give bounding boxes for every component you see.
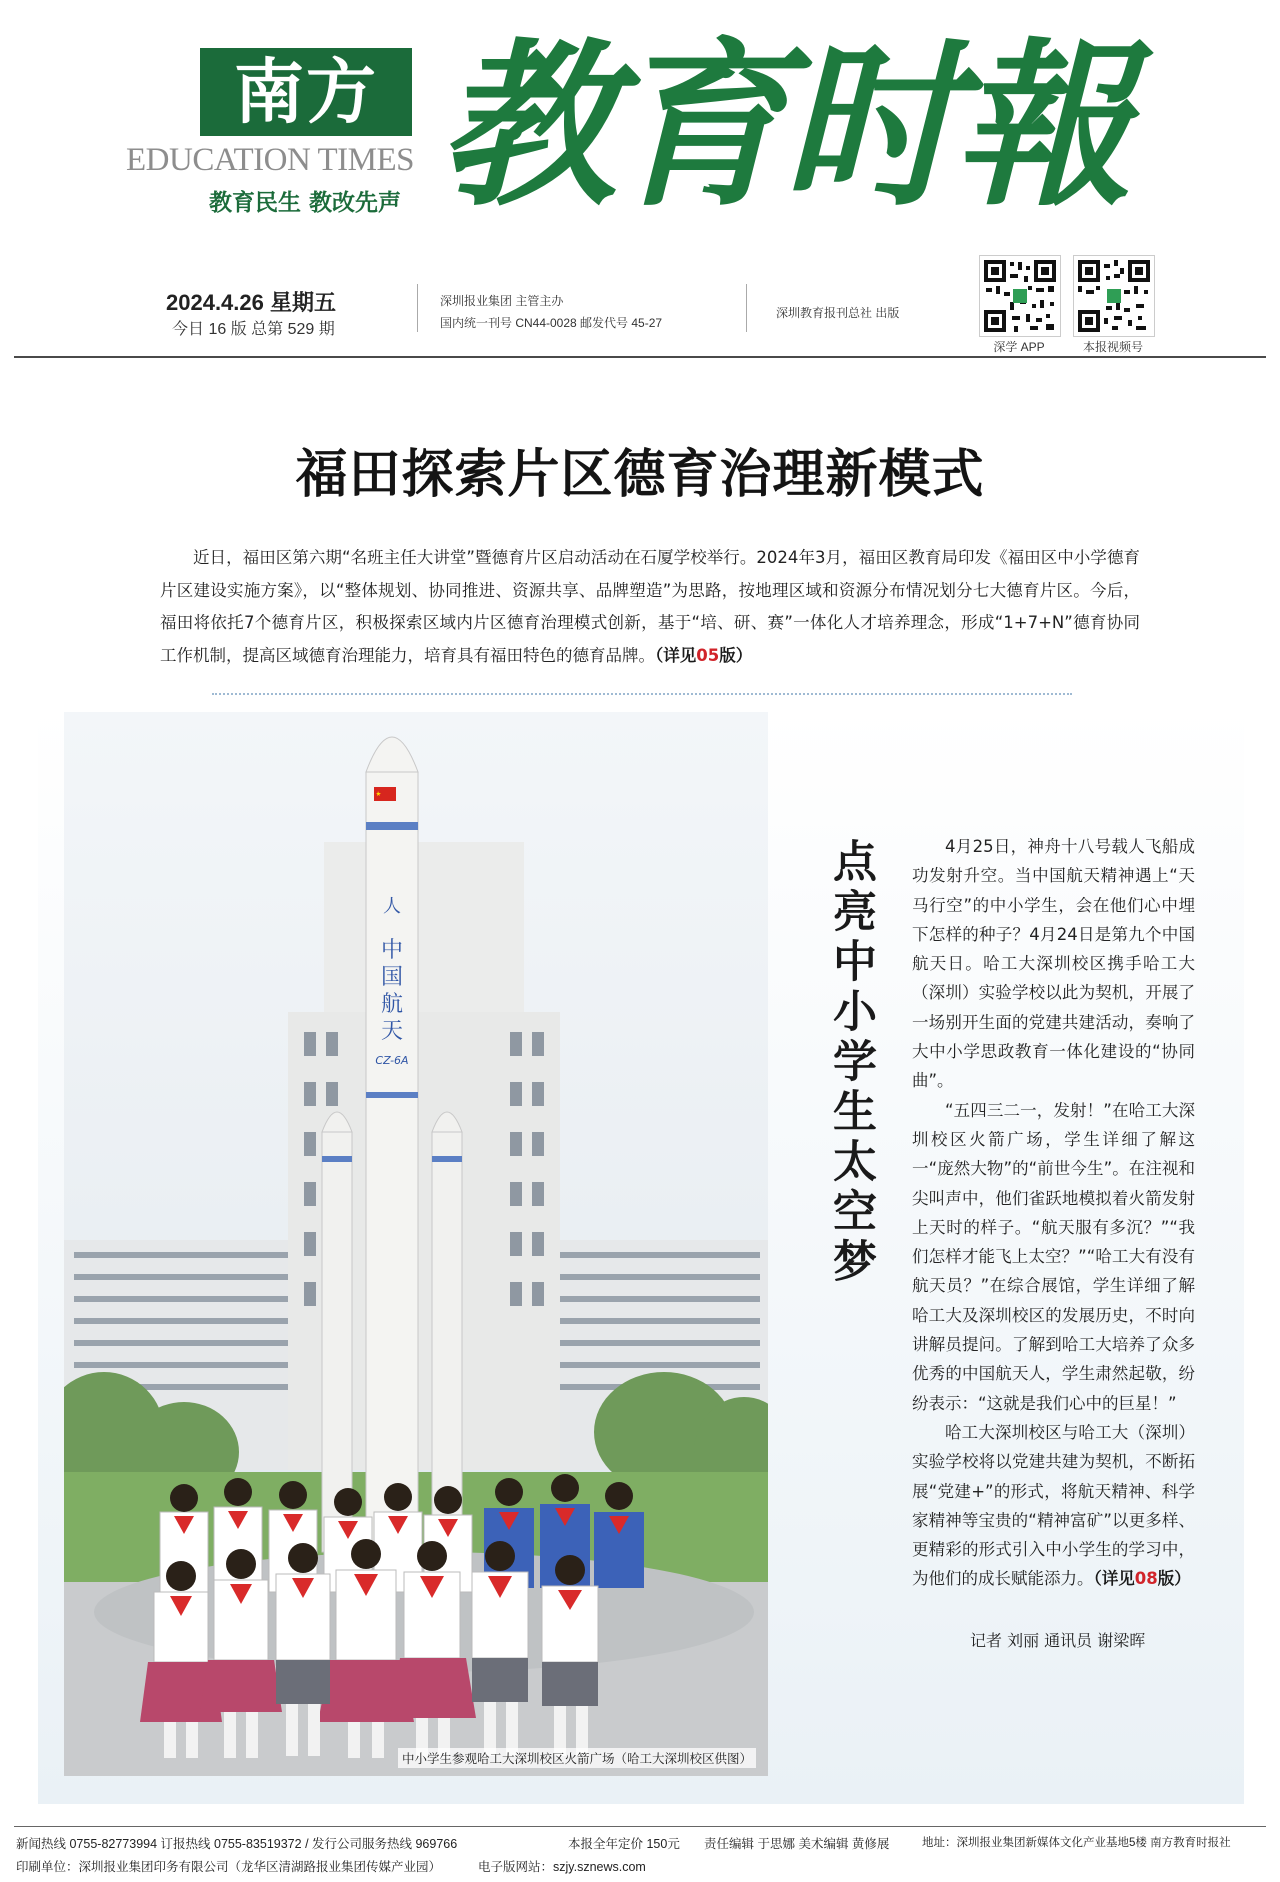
- qr-code-video[interactable]: [1073, 255, 1155, 337]
- lead-headline[interactable]: 福田探索片区德育治理新模式: [295, 445, 985, 505]
- byline: 记者 刘丽 通讯员 谢梁晖: [970, 1631, 1146, 1650]
- brand-logo: 南方: [200, 48, 412, 136]
- section-divider: [212, 693, 1072, 695]
- footer-website[interactable]: 电子版网站：szjy.sznews.com: [478, 1860, 646, 1874]
- masthead-rule: [14, 356, 1266, 358]
- footer-hotlines: 新闻热线 0755-82773994 订报热线 0755-83519372 / 发行公司服务热线 969766: [16, 1837, 458, 1851]
- feature-paragraph: “五四三二一，发射！”在哈工大深圳校区火箭广场，学生详细了解这一“庞然大物”的“前世今生”。在注视和尖叫声中，他们雀跃地模拟着火箭发射上天时的样子。“航天服有多沉？”“我们怎样才能飞上太空？”“哈工大有没有航天员？”在综合展馆，学生详细了解哈工大及深圳校区的发展历史，不时向讲解员提问。了解到哈工大培养了众多优秀的中国航天人，学生肃然起敬，纷纷表示：“这就是我们心中的巨星！”: [912, 1100, 1195, 1413]
- feature-photo[interactable]: [64, 712, 768, 1776]
- lead-summary: [160, 542, 1140, 672]
- feature-headline[interactable]: 点亮中小学生太空梦: [825, 838, 876, 1288]
- photo-caption: 中小学生参观哈工大深圳校区火箭广场（哈工大深圳校区供图）: [398, 1748, 756, 1768]
- qr-label-app: 深学 APP: [993, 340, 1045, 354]
- divider: [746, 284, 747, 332]
- issue-info: 今日 16 版 总第 529 期: [172, 321, 335, 338]
- svg-text:航: 航: [380, 992, 404, 1017]
- footer-rule: [14, 1826, 1266, 1827]
- page-reference[interactable]: （详见08版）: [1093, 1569, 1191, 1589]
- feature-paragraph: 4月25日，神舟十八号载人飞船成功发射升空。当中国航天精神遇上“天马行空”的中小学生，会在他们心中埋下怎样的种子？4月24日是第九个中国航天日。哈工大深圳校区携手哈工大（深圳）实验学校以此为契机，开展了一场别开生面的党建共建活动，奏响了大中小学思政教育一体化建设的“协同曲”。: [912, 837, 1195, 1091]
- publisher-line: 深圳报业集团 主管主办: [440, 294, 564, 308]
- footer-price: 本报全年定价 150元: [568, 1837, 680, 1851]
- svg-text:国: 国: [380, 965, 404, 990]
- page-reference[interactable]: （详见05版）: [655, 645, 753, 665]
- divider: [417, 284, 418, 332]
- slogan: 教育民生 教改先声: [208, 189, 401, 216]
- svg-text:天: 天: [380, 1019, 404, 1044]
- svg-text:CZ-6A: CZ-6A: [375, 1054, 409, 1067]
- publisher-name: 深圳教育报刊总社 出版: [776, 306, 900, 320]
- svg-text:中: 中: [380, 938, 404, 963]
- brand-english-name: EDUCATION TIMES: [126, 142, 414, 178]
- footer-address: 地址：深圳报业集团新媒体文化产业基地5楼 南方教育时报社: [922, 1837, 1231, 1849]
- feature-body: [912, 832, 1195, 1594]
- qr-label-video: 本报视频号: [1082, 340, 1143, 354]
- footer-printer: 印刷单位：深圳报业集团印务有限公司（龙华区清湖路报业集团传媒产业园）: [16, 1860, 442, 1874]
- feature-paragraph: 哈工大深圳校区与哈工大（深圳）实验学校将以党建共建为契机，不断拓展“党建+”的形式，将航天精神、科学家精神等宝贵的“精神富矿”以更多样、更精彩的形式引入中小学生的学习中，为他们的成长赋能添力。（详见08版）: [912, 1422, 1195, 1589]
- issue-date: 2024.4.26 星期五: [166, 290, 336, 315]
- lead-body: 近日，福田区第六期“名班主任大讲堂”暨德育片区启动活动在石厦学校举行。2024年3月，福田区教育局印发《福田区中小学德育片区建设实施方案》，以“整体规划、协同推进、资源共享、品牌塑造”为思路，按地理区域和资源分布情况划分七大德育片区。今后，福田将依托7个德育片区，积极探索区域内片区德育治理模式创新，基于“培、研、赛”一体化人才培养理念，形成“1+7+N”德育协同工作机制，提高区域德育治理能力，培育具有福田特色的德育品牌。: [160, 548, 1140, 665]
- registration-line: 国内统一刊号 CN44-0028 邮发代号 45-27: [440, 316, 663, 330]
- newspaper-title: 教育时報: [438, 21, 1126, 230]
- svg-text:人: 人: [383, 896, 401, 917]
- footer-editors: 责任编辑 于思娜 美术编辑 黄修展: [704, 1837, 890, 1851]
- qr-code-app[interactable]: [979, 255, 1061, 337]
